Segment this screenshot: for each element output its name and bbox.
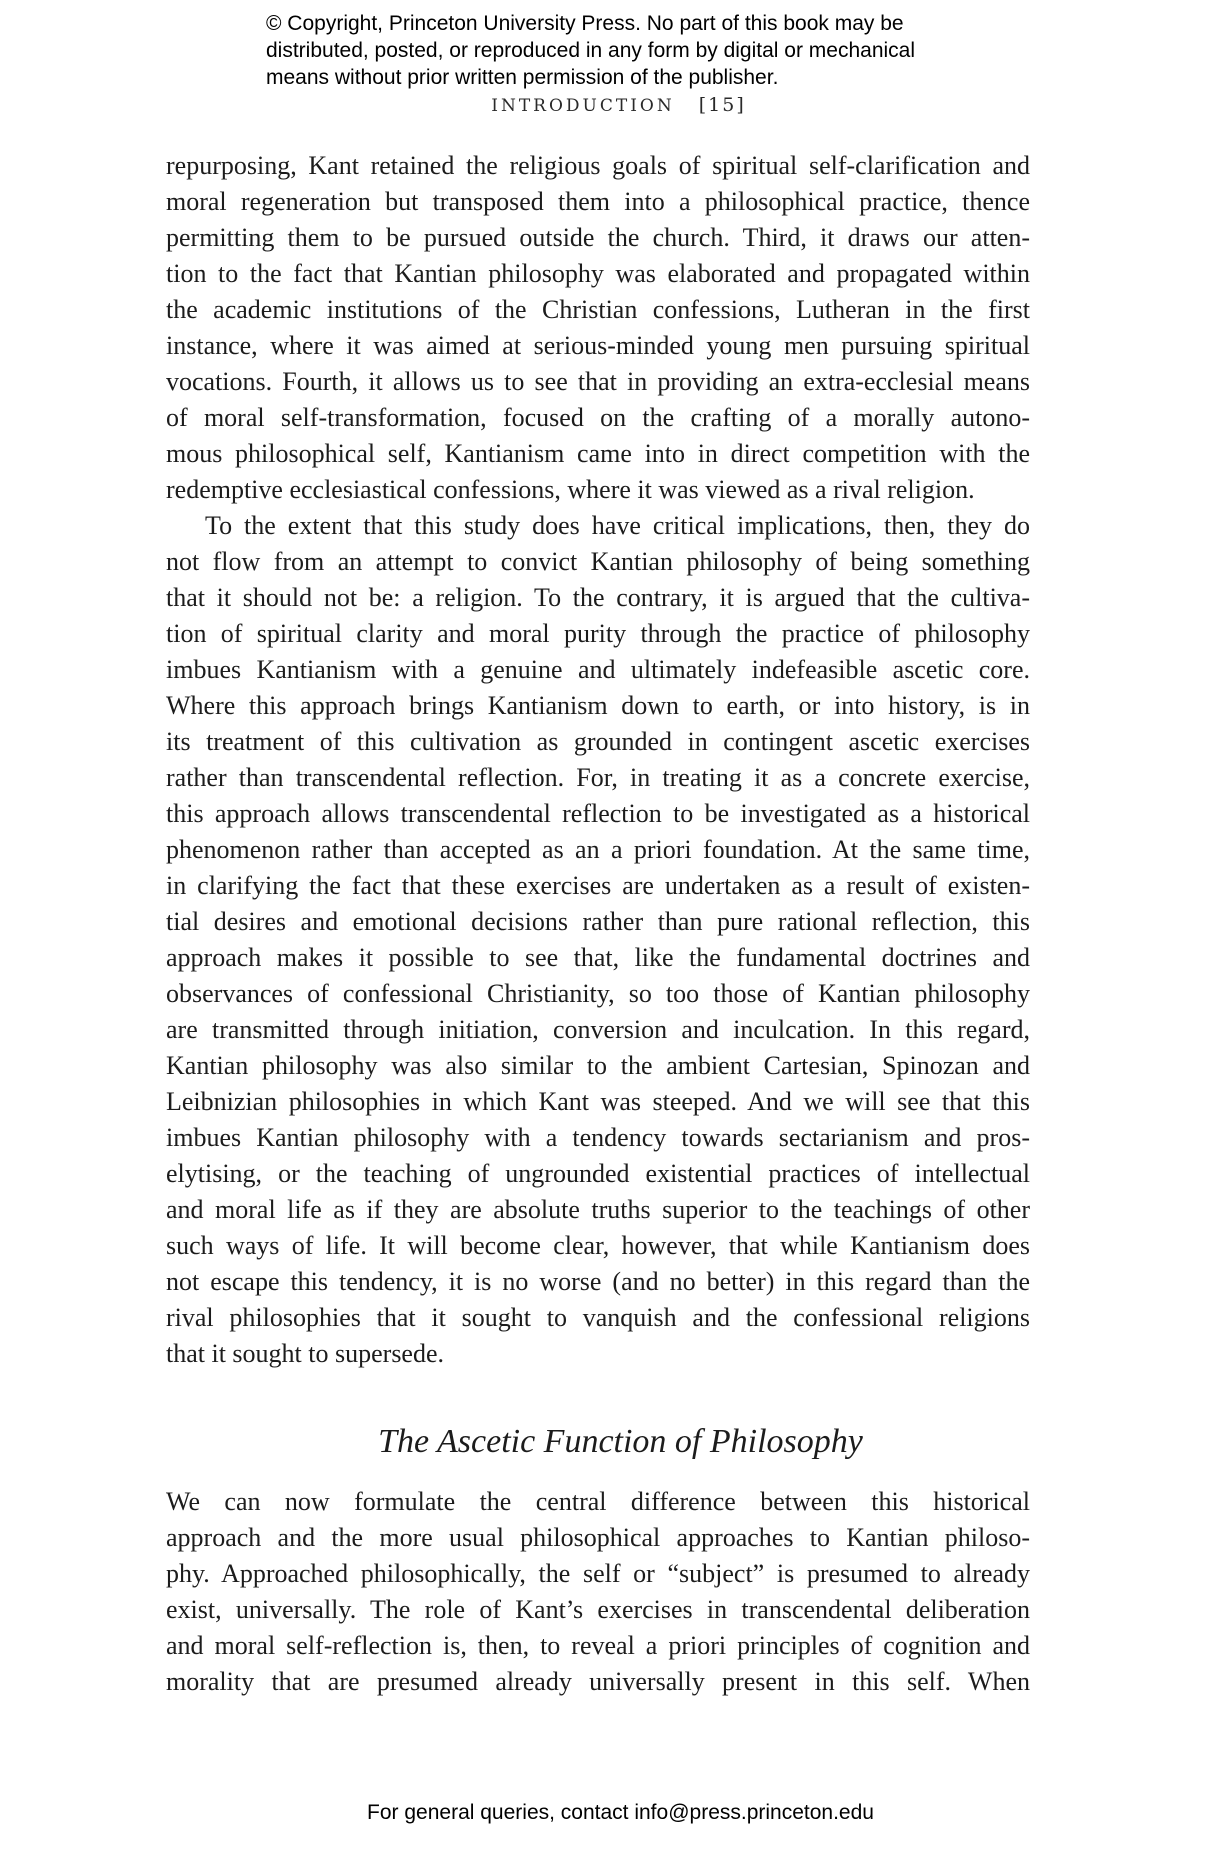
text-line: redemptive ecclesiastical confessions, where it was viewed as a rival religion. bbox=[166, 475, 975, 504]
section-heading: The Ascetic Function of Philosophy bbox=[378, 1423, 863, 1460]
text-line: tial desires and emotional decisions rather than pure rational reflection, this bbox=[166, 907, 1030, 936]
text-line: tion of spiritual clarity and moral purity through the practice of philosophy bbox=[166, 619, 1030, 648]
text-line: To the extent that this study does have critical implications, then, they do bbox=[205, 511, 1030, 540]
text-line: moral regeneration but transposed them into a philosophical practice, thence bbox=[166, 187, 1030, 216]
text-line: and moral life as if they are absolute truths superior to the teachings of other bbox=[166, 1195, 1030, 1224]
paragraph-3 bbox=[166, 1484, 1030, 1700]
text-line: and moral self-reflection is, then, to reveal a priori principles of cognition and bbox=[166, 1631, 1030, 1660]
text-line: repurposing, Kant retained the religious goals of spiritual self-clarification and bbox=[166, 151, 1030, 180]
text-line: exist, universally. The role of Kant’s exercises in transcendental deliberation bbox=[166, 1595, 1030, 1624]
text-line: elytising, or the teaching of ungrounded existential practices of intellectual bbox=[166, 1159, 1030, 1188]
copyright-line: © Copyright, Princeton University Press. No part of this book may be bbox=[266, 12, 904, 35]
paragraph-1 bbox=[166, 148, 1030, 508]
text-line: its treatment of this cultivation as grounded in contingent ascetic exercises bbox=[166, 727, 1030, 756]
text-line: the academic institutions of the Christian confessions, Lutheran in the first bbox=[166, 295, 1030, 324]
text-line: rather than transcendental reflection. For, in treating it as a concrete exercise, bbox=[166, 763, 1030, 792]
text-line: Where this approach brings Kantianism down to earth, or into history, is in bbox=[166, 691, 1030, 720]
text-line: phy. Approached philosophically, the self or “subject” is presumed to already bbox=[166, 1559, 1030, 1588]
text-line: rival philosophies that it sought to vanquish and the confessional religions bbox=[166, 1303, 1030, 1332]
text-line: tion to the fact that Kantian philosophy was elaborated and propagated within bbox=[166, 259, 1030, 288]
copyright-line: means without prior written permission of the publisher. bbox=[266, 66, 779, 89]
text-line: that it sought to supersede. bbox=[166, 1339, 445, 1368]
copyright-line: distributed, posted, or reproduced in any form by digital or mechanical bbox=[266, 39, 916, 62]
text-line: instance, where it was aimed at serious-minded young men pursuing spiritual bbox=[166, 331, 1030, 360]
text-line: imbues Kantian philosophy with a tendency towards sectarianism and pros- bbox=[166, 1123, 1030, 1152]
running-head bbox=[0, 94, 1225, 116]
text-line: vocations. Fourth, it allows us to see that in providing an extra-ecclesial means bbox=[166, 367, 1030, 396]
page-number: [15] bbox=[698, 94, 746, 116]
text-line: phenomenon rather than accepted as an a priori foundation. At the same time, bbox=[166, 835, 1030, 864]
text-line: not flow from an attempt to convict Kantian philosophy of being something bbox=[166, 547, 1030, 576]
text-line: this approach allows transcendental reflection to be investigated as a historical bbox=[166, 799, 1030, 828]
text-line: approach makes it possible to see that, like the fundamental doctrines and bbox=[166, 943, 1030, 972]
text-line: are transmitted through initiation, conversion and inculcation. In this regard, bbox=[166, 1015, 1030, 1044]
text-line: morality that are presumed already universally present in this self. When bbox=[166, 1667, 1030, 1696]
text-line: Leibnizian philosophies in which Kant was steeped. And we will see that this bbox=[166, 1087, 1030, 1116]
text-line: observances of confessional Christianity, so too those of Kantian philosophy bbox=[166, 979, 1030, 1008]
text-line: mous philosophical self, Kantianism came into in direct competition with the bbox=[166, 439, 1030, 468]
text-line: imbues Kantianism with a genuine and ultimately indefeasible ascetic core. bbox=[166, 655, 1030, 684]
text-line: permitting them to be pursued outside the church. Third, it draws our atten- bbox=[166, 223, 1030, 252]
paragraph-2 bbox=[166, 508, 1030, 1372]
text-line: approach and the more usual philosophical approaches to Kantian philoso- bbox=[166, 1523, 1030, 1552]
text-line: such ways of life. It will become clear, however, that while Kantianism does bbox=[166, 1231, 1030, 1260]
text-line: that it should not be: a religion. To the contrary, it is argued that the cultiva- bbox=[166, 583, 1030, 612]
footer-contact: For general queries, contact info@press.princeton.edu bbox=[367, 1801, 874, 1824]
text-line: Kantian philosophy was also similar to the ambient Cartesian, Spinozan and bbox=[166, 1051, 1030, 1080]
text-line: of moral self-transformation, focused on the crafting of a morally autono- bbox=[166, 403, 1030, 432]
text-line: We can now formulate the central difference between this historical bbox=[166, 1487, 1030, 1516]
text-line: not escape this tendency, it is no worse (and no better) in this regard than the bbox=[166, 1267, 1030, 1296]
text-line: in clarifying the fact that these exercises are undertaken as a result of existen- bbox=[166, 871, 1030, 900]
running-head-section: INTRODUCTION bbox=[491, 96, 675, 116]
copyright-notice bbox=[266, 10, 1026, 91]
